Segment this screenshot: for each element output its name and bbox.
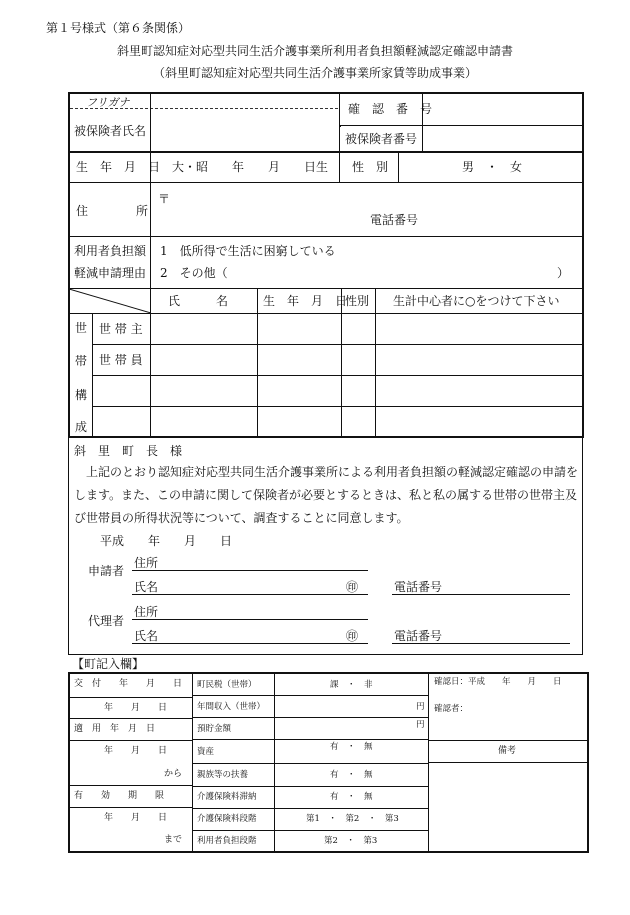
town-section-title: 【町記入欄】 [72,657,145,671]
reason-label-1: 利用者負担額 [74,244,147,258]
income-label: 年間収入（世帯） [197,702,266,712]
consent-line-2: します。また、この申請に関して保険者が必要とするときは、私と私の属する世帯の世帯主及 [74,488,578,502]
form-number: 第１号様式（第６条関係） [46,21,191,35]
validity-label: 有 効 期 限 [74,791,165,801]
assets-value[interactable]: 有 ・ 無 [330,742,373,752]
side-label-4: 成 [75,420,88,434]
col-note: 生計中心者に○をつけて下さい [393,294,560,308]
sex-value[interactable]: 男 ・ 女 [462,160,523,174]
applicant-name-label: 氏名 [134,580,159,594]
postal-mark: 〒 [158,192,171,206]
remarks-field[interactable] [430,764,586,850]
dob-label: 生 年 月 日 [76,160,161,174]
arrears-label: 介護保険料滞納 [197,792,257,802]
col-dob: 生 年 月 日 [263,294,348,308]
applicant-phone-label: 電話番号 [394,580,443,594]
issue-ymd: 年 月 日 [104,703,168,713]
apply-ymd: 年 月 日 [104,746,168,756]
applicant-address-label: 住所 [134,556,159,570]
reason-option-1[interactable]: 1 低所得で生活に困窮している [160,244,336,258]
confirm-number-field[interactable] [424,94,580,124]
insured-name-label: 被保険者氏名 [74,124,147,138]
furigana-label: フリガナ [86,96,130,109]
until-label: まで [164,835,183,845]
sex-label: 性 別 [352,160,389,174]
tax-label: 町民税（世帯） [197,680,257,690]
seal-mark: ㊞ [346,580,359,594]
side-label-3: 構 [75,388,88,402]
diagonal-slash [69,289,151,313]
side-label-1: 世 [75,321,88,335]
col-sex: 性別 [345,294,370,308]
burden-label: 利用者負担段階 [197,836,257,846]
form-subtitle: （斜里町認知症対応型共同生活介護事業所家賃等助成事業） [152,66,477,80]
row-head-label: 世 帯 主 [99,322,143,336]
insured-number-label: 被保険者番号 [345,132,418,146]
proxy-phone-label: 電話番号 [394,629,443,643]
dependent-label: 親族等の扶養 [197,770,249,780]
savings-label: 預貯金額 [197,724,232,734]
arrears-value[interactable]: 有 ・ 無 [330,792,373,802]
confirmer-label: 確認者： [434,704,469,714]
address-field[interactable] [175,186,575,232]
proxy-name-label: 氏名 [134,629,159,643]
phone-label: 電話番号 [370,213,419,227]
addressee: 斜 里 町 長 様 [74,444,183,458]
row-member-label: 世 帯 員 [99,353,143,367]
application-date[interactable]: 平成 年 月 日 [100,534,233,548]
dependent-value[interactable]: 有 ・ 無 [330,770,373,780]
consent-line-1: 上記のとおり認知症対応型共同生活介護事業所による利用者負担額の軽減認定確認の申請を [86,465,579,479]
reason-label-2: 軽減申請理由 [74,266,147,280]
insured-name-field[interactable] [152,110,337,150]
confirm-date: 確認日：平成 年 月 日 [434,677,562,687]
proxy-seal-mark: ㊞ [346,629,359,643]
address-label: 住 所 [76,204,149,218]
income-yen: 円 [416,702,425,712]
reason-close-paren: ） [557,266,570,280]
applicant-label: 申請者 [88,564,125,578]
side-label-2: 帯 [75,354,88,368]
assets-label: 資産 [197,747,215,757]
insured-number-field[interactable] [424,127,580,151]
tax-value[interactable]: 課 ・ 非 [330,680,373,690]
premium-label: 介護保険料段階 [197,814,257,824]
from-label: から [164,769,183,779]
form-title: 斜里町認知症対応型共同生活介護事業所利用者負担額軽減認定確認申請書 [116,44,513,58]
consent-line-3: び世帯員の所得状況等について、調査することに同意します。 [74,511,409,525]
remarks-label: 備考 [498,746,517,756]
apply-date-label: 適 用 年 月 日 [74,724,156,734]
proxy-address-label: 住所 [134,605,159,619]
burden-value[interactable]: 第2 ・ 第3 [324,836,378,846]
savings-yen: 円 [416,720,425,730]
proxy-label: 代理者 [88,614,125,628]
confirm-number-label: 確 認 番 号 [348,102,433,116]
validity-ymd: 年 月 日 [104,813,168,823]
issue-date-label: 交 付 年 月 日 [74,679,183,689]
dob-value[interactable]: 大・昭 年 月 日生 [172,160,329,174]
col-name: 氏 名 [168,294,229,308]
premium-value[interactable]: 第1 ・ 第2 ・ 第3 [306,814,399,824]
reason-option-2[interactable]: 2 その他（ [160,266,228,280]
